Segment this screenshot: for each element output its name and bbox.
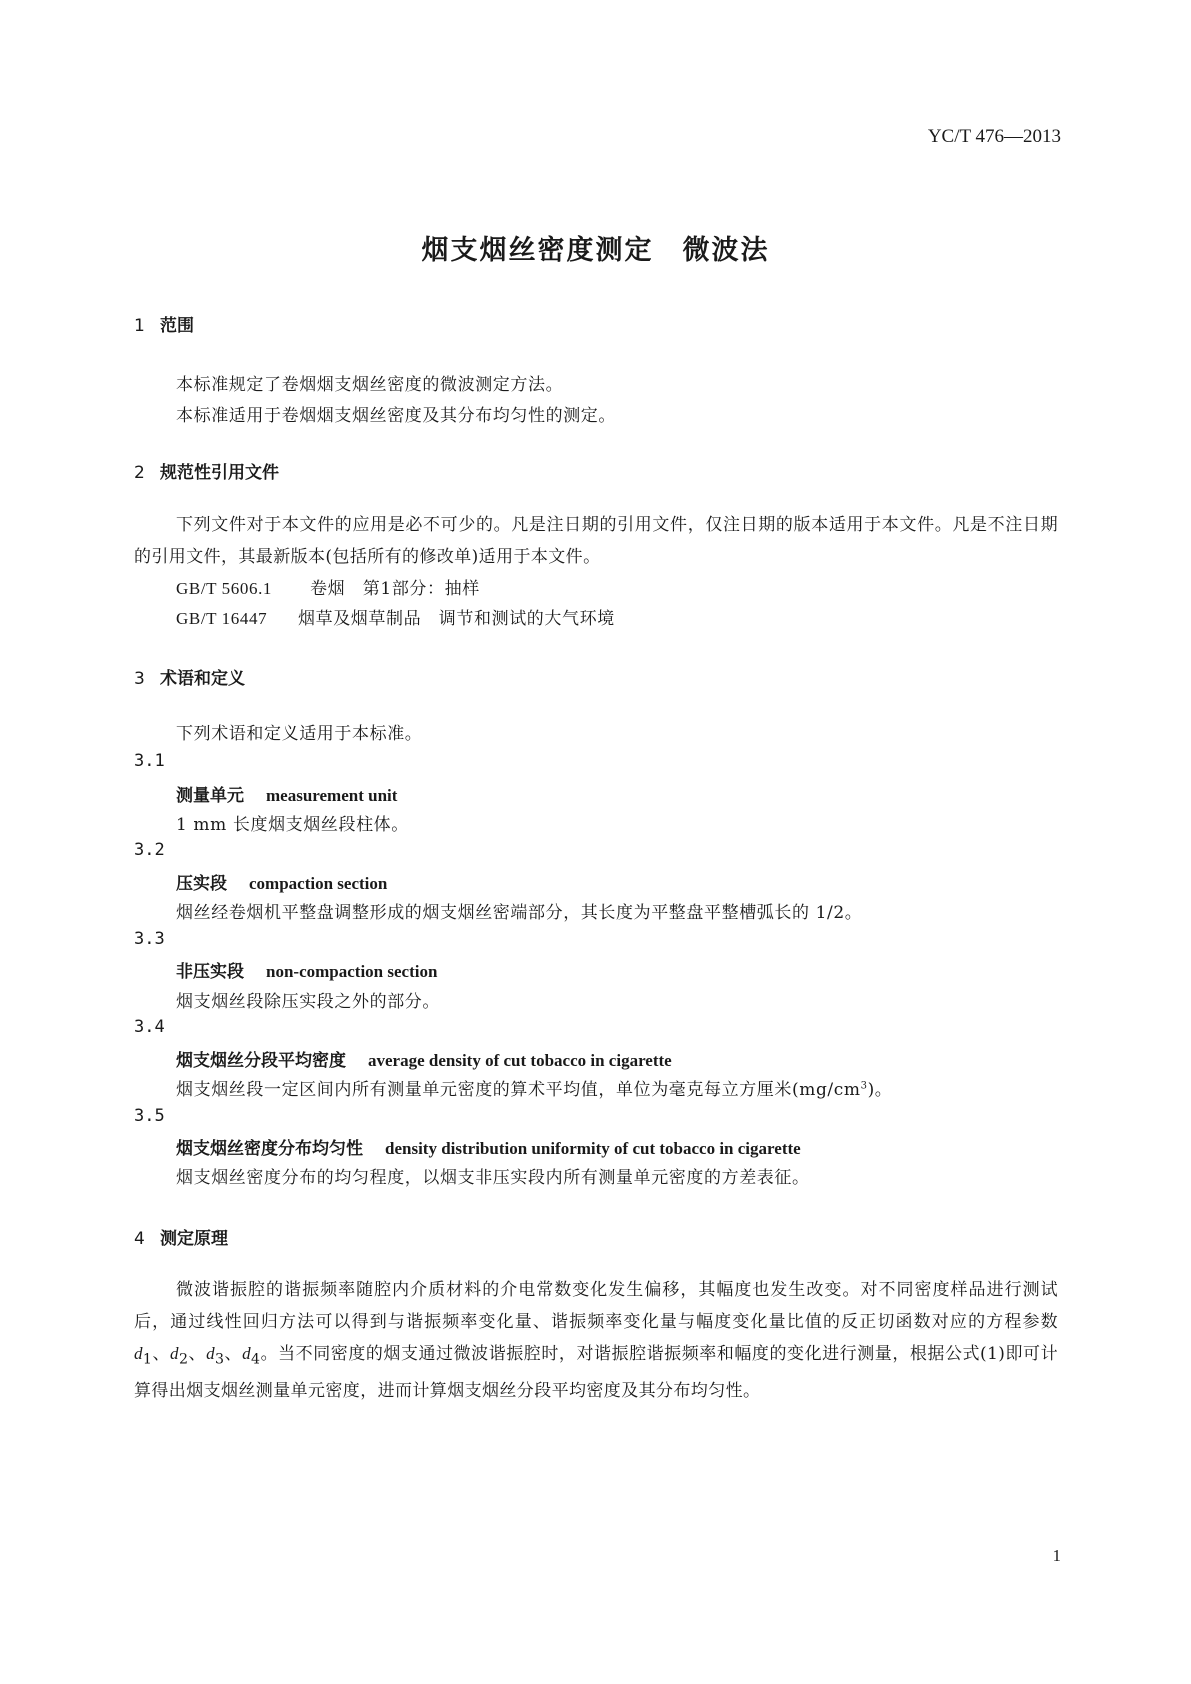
document-title: 烟支烟丝密度测定 微波法	[421, 235, 770, 266]
term-zh: 测量单元	[176, 786, 244, 806]
separator: 、	[224, 1344, 243, 1364]
section-title: 术语和定义	[160, 669, 245, 689]
standard-code: YC/T 476—2013	[927, 126, 1061, 147]
reference-title: 烟草及烟草制品 调节和测试的大气环境	[298, 609, 615, 629]
reference-item	[176, 574, 480, 599]
principle-text: 。当不同密度的烟支通过微波谐振腔时，对谐振腔谐振频率和幅度的变化进行测量，根据公式(1)即可计算得出烟支烟丝测量单元密度，进而计算烟支烟丝分段平均密度及其分布均匀性。	[134, 1344, 1058, 1401]
definition-text: 烟支烟丝段一定区间内所有测量单元密度的算术平均值，单位为毫克每立方厘米(mg/cm	[176, 1080, 861, 1100]
section-2-heading	[134, 458, 279, 483]
separator: 、	[152, 1344, 171, 1364]
term-definition: 烟支烟丝段除压实段之外的部分。	[176, 992, 440, 1012]
section-3-heading	[134, 664, 245, 689]
term-zh: 压实段	[176, 874, 227, 894]
page-number: 1	[1052, 1546, 1061, 1565]
term-definition: 烟丝经卷烟机平整盘调整形成的烟支烟丝密端部分，其长度为平整盘平整槽弧长的 1/2。	[176, 903, 863, 923]
term-number: 3.3	[134, 929, 165, 949]
term-definition: 烟支烟丝密度分布的均匀程度，以烟支非压实段内所有测量单元密度的方差表征。	[176, 1168, 810, 1188]
section-number: 2	[134, 463, 145, 483]
separator: 、	[188, 1344, 207, 1364]
term-zh: 非压实段	[176, 962, 244, 982]
section-number: 1	[134, 316, 145, 336]
reference-item	[176, 604, 615, 629]
term-heading	[176, 1134, 801, 1159]
param-sub: 1	[142, 1351, 153, 1368]
paragraph: 本标准适用于卷烟烟支烟丝密度及其分布均匀性的测定。	[176, 406, 616, 426]
term-definition: 1 mm 长度烟支烟丝段柱体。	[176, 815, 409, 835]
term-en: measurement unit	[266, 786, 398, 805]
term-heading	[176, 781, 397, 806]
section-title: 规范性引用文件	[160, 463, 279, 483]
section-number: 3	[134, 669, 145, 689]
term-zh: 烟支烟丝分段平均密度	[176, 1051, 346, 1071]
paragraph: 下列术语和定义适用于本标准。	[176, 724, 423, 744]
section-title: 范围	[160, 316, 194, 336]
term-heading	[176, 869, 387, 894]
term-number: 3.4	[134, 1017, 165, 1037]
term-en: average density of cut tobacco in cigarette	[368, 1051, 672, 1070]
term-en: density distribution uniformity of cut tobacco in cigarette	[385, 1139, 801, 1158]
paragraph: 下列文件对于本文件的应用是必不可少的。凡是注日期的引用文件，仅注日期的版本适用于本文件。凡是不注日期的引用文件，其最新版本(包括所有的修改单)适用于本文件。	[134, 515, 1058, 567]
param-var: d	[242, 1344, 251, 1363]
principle-paragraph	[134, 1275, 1058, 1407]
param-var: d	[170, 1344, 179, 1363]
term-heading	[176, 1046, 672, 1071]
term-zh: 烟支烟丝密度分布均匀性	[176, 1139, 363, 1159]
param-var: d	[134, 1344, 143, 1363]
reference-title: 卷烟 第1部分：抽样	[310, 579, 480, 599]
term-en: compaction section	[249, 874, 388, 893]
section-title: 测定原理	[160, 1229, 228, 1249]
term-number: 3.2	[134, 840, 165, 860]
section-number: 4	[134, 1229, 145, 1249]
superscript: 3	[860, 1080, 868, 1092]
param-sub: 3	[214, 1351, 225, 1368]
section-1-heading	[134, 311, 194, 336]
section-4-heading	[134, 1224, 228, 1249]
term-number: 3.1	[134, 751, 165, 771]
principle-text: 微波谐振腔的谐振频率随腔内介质材料的介电常数变化发生偏移，其幅度也发生改变。对不同密度样品进行测试后，通过线性回归方法可以得到与谐振频率变化量、谐振频率变化量与幅度变化量比值的反正切函数对应的方程参数	[134, 1280, 1058, 1332]
param-var: d	[206, 1344, 215, 1363]
paragraph: 本标准规定了卷烟烟支烟丝密度的微波测定方法。	[176, 375, 564, 395]
definition-text: )。	[867, 1080, 893, 1100]
term-definition	[176, 1075, 892, 1100]
term-number: 3.5	[134, 1106, 165, 1126]
term-heading	[176, 957, 437, 982]
term-en: non-compaction section	[266, 962, 438, 981]
reference-code: GB/T 5606.1	[176, 579, 273, 598]
param-sub: 2	[178, 1351, 189, 1368]
reference-code: GB/T 16447	[176, 609, 268, 628]
param-sub: 4	[251, 1351, 261, 1368]
